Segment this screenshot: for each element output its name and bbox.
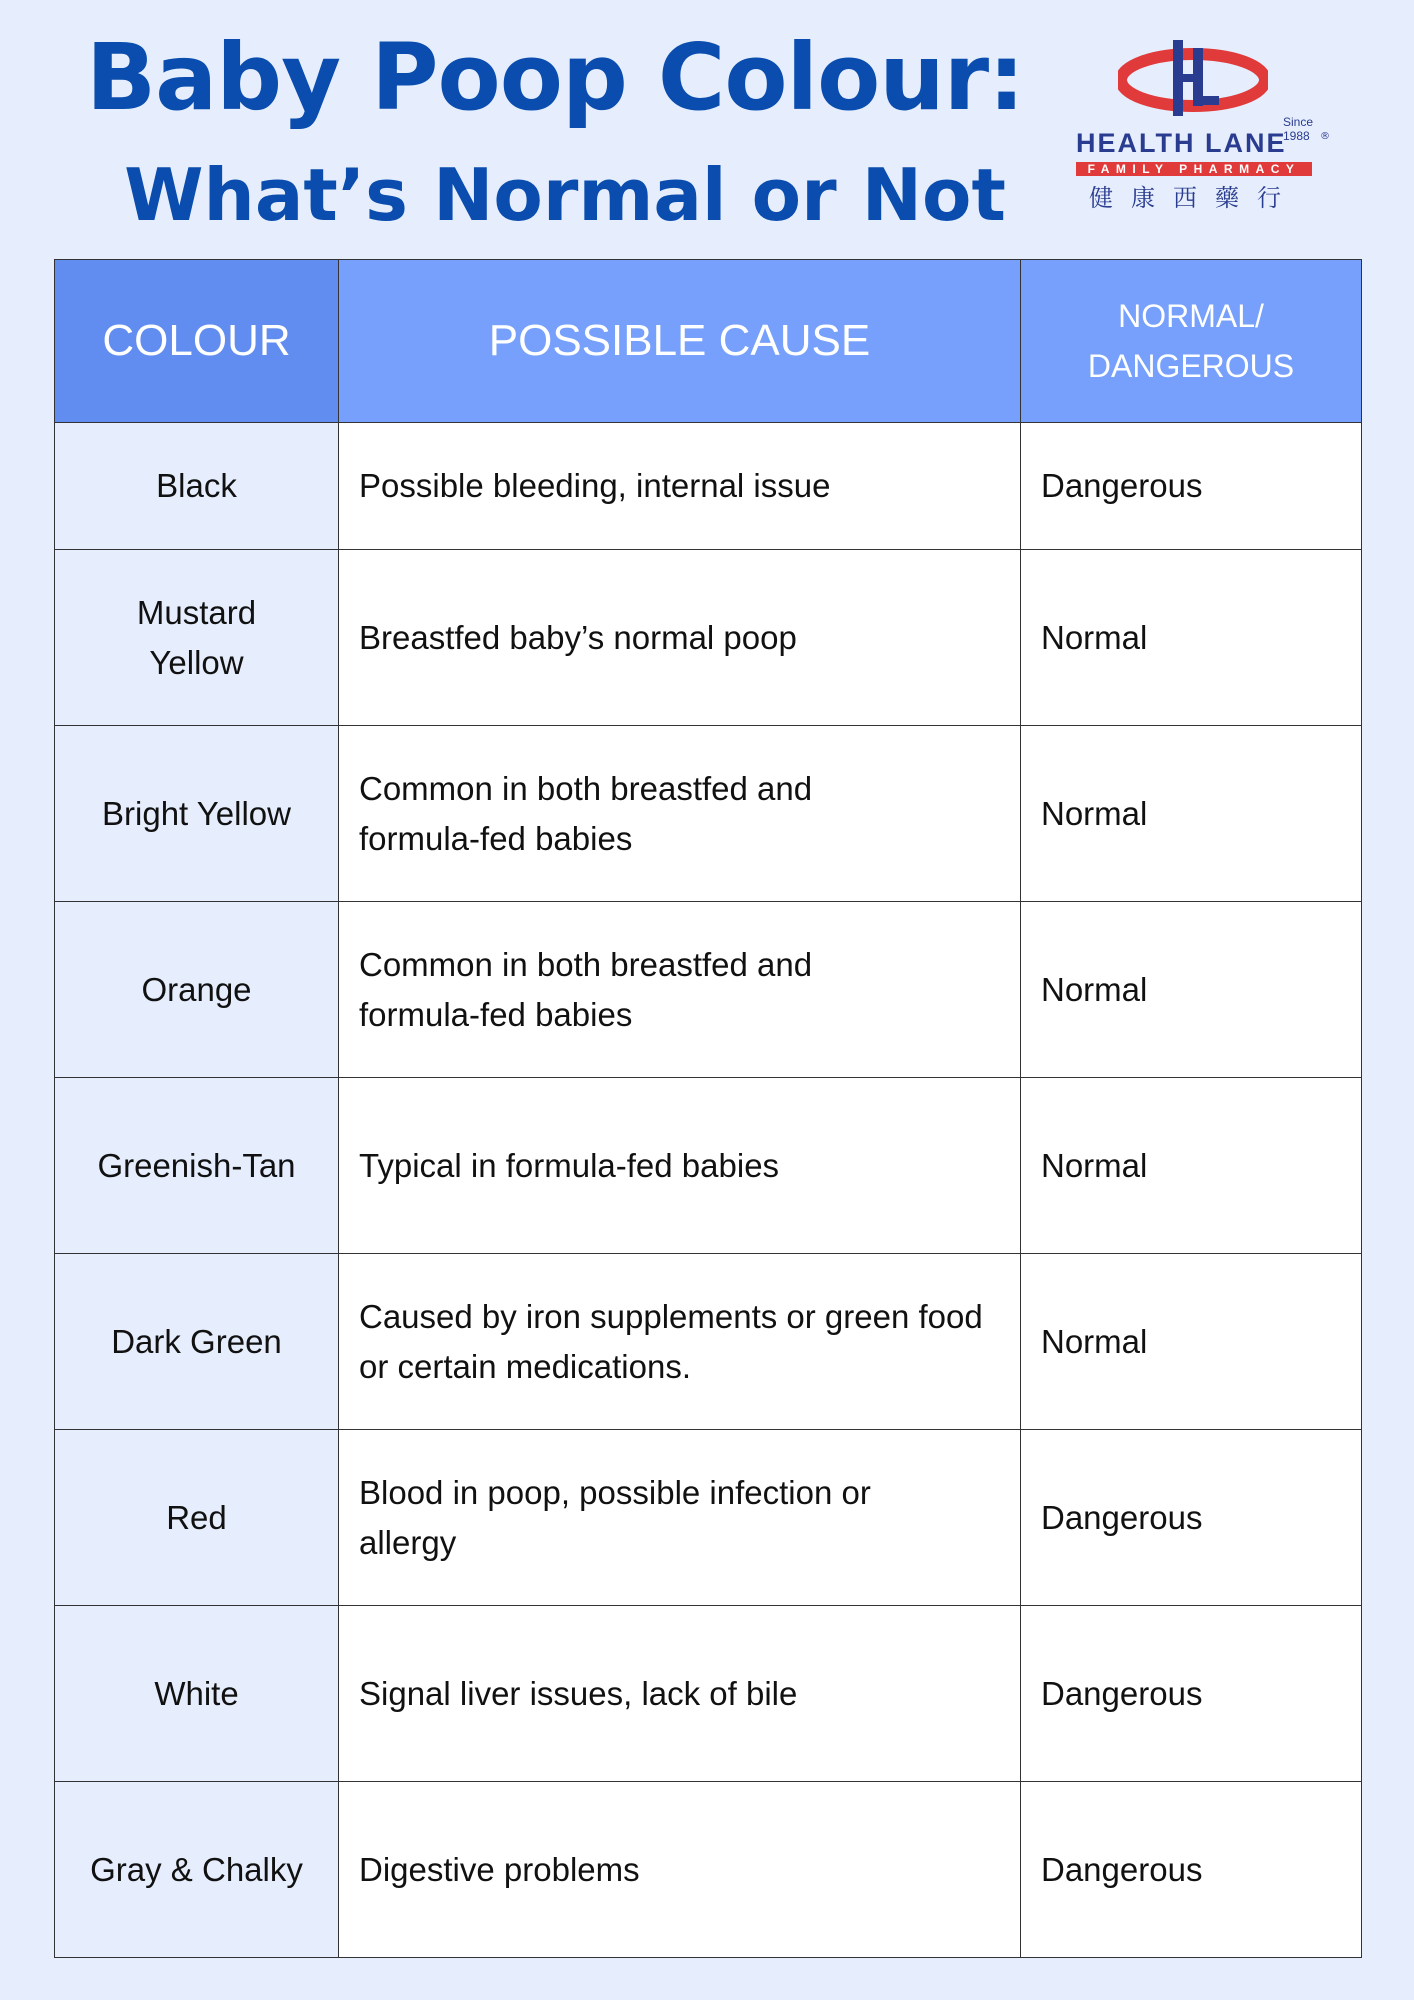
colour-cell: Bright Yellow [55,726,339,902]
table-header-row [55,260,1362,423]
cause-cell: Common in both breastfed and formula-fed babies [339,726,1021,902]
status-cell: Normal [1021,902,1362,1078]
cause-cell: Digestive problems [339,1782,1021,1958]
table-row [55,550,1362,726]
cause-cell: Caused by iron supplements or green food or certain medications. [339,1254,1021,1430]
colour-cell: Black [55,423,339,550]
table-row [55,1078,1362,1254]
status-cell: Normal [1021,726,1362,902]
table-row [55,1606,1362,1782]
brand-subtitle: FAMILY PHARMACY [1076,162,1312,176]
column-header-cause: POSSIBLE CAUSE [339,260,1021,423]
colour-cell: Gray & Chalky [55,1782,339,1958]
colour-cell: Dark Green [55,1254,339,1430]
status-cell: Normal [1021,550,1362,726]
table-row [55,1430,1362,1606]
status-cell: Dangerous [1021,423,1362,550]
cause-cell: Common in both breastfed and formula-fed babies [339,902,1021,1078]
column-header-colour: COLOUR [55,260,339,423]
brand-name: HEALTH LANE [1076,128,1287,158]
cause-cell: Typical in formula-fed babies [339,1078,1021,1254]
page-subtitle: What’s Normal or Not [124,153,1006,237]
status-cell: Dangerous [1021,1782,1362,1958]
page-title: Baby Poop Colour: [86,24,1024,131]
colour-cell: Mustard Yellow [55,550,339,726]
poop-colour-table [54,259,1362,1958]
cause-cell: Blood in poop, possible infection or allergy [339,1430,1021,1606]
table-row [55,423,1362,550]
status-cell: Dangerous [1021,1430,1362,1606]
table-row [55,902,1362,1078]
cause-cell: Signal liver issues, lack of bile [339,1606,1021,1782]
cause-cell: Breastfed baby’s normal poop [339,550,1021,726]
since-label: Since 1988 [1283,115,1314,143]
table-row [55,1782,1362,1958]
health-lane-logo [1068,38,1338,212]
colour-cell: Greenish-Tan [55,1078,339,1254]
status-cell: Normal [1021,1254,1362,1430]
registered-mark: ® [1320,131,1330,142]
status-cell: Normal [1021,1078,1362,1254]
colour-cell: Red [55,1430,339,1606]
status-cell: Dangerous [1021,1606,1362,1782]
hl-monogram-icon [1118,38,1268,118]
cause-cell: Possible bleeding, internal issue [339,423,1021,550]
brand-chinese-name: 健康西藥行 [1089,184,1299,212]
colour-cell: White [55,1606,339,1782]
column-header-status: NORMAL/ DANGEROUS [1021,260,1362,423]
table-row [55,726,1362,902]
colour-cell: Orange [55,902,339,1078]
table-row [55,1254,1362,1430]
